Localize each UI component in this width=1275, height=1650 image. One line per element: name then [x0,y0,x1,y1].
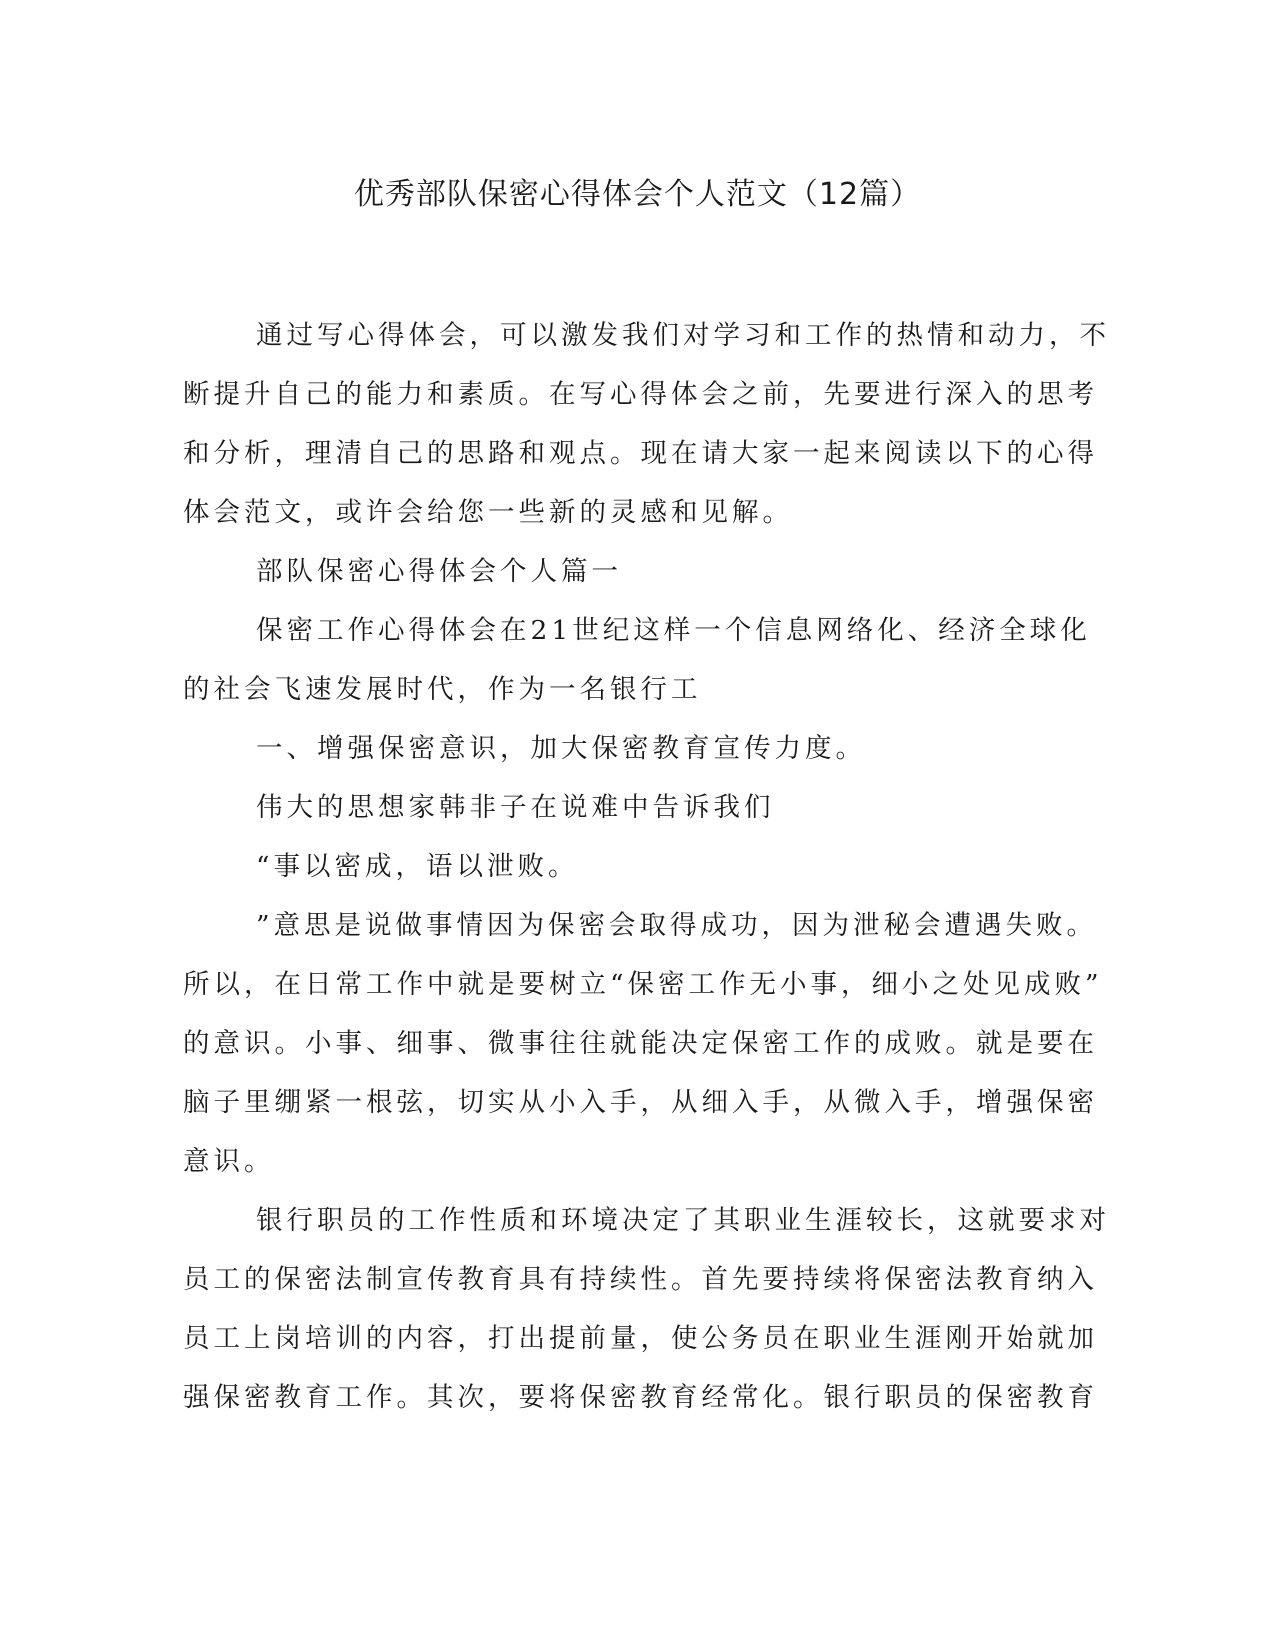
paragraph-line: “事以密成，语以泄败。 [256,851,579,882]
paragraph-line: 的社会飞速发展时代，作为一名银行工 [183,674,702,705]
paragraph-line: 所以，在日常工作中就是要树立“保密工作无小事，细小之处见成败” [183,969,1103,1000]
paragraph-line: 银行职员的工作性质和环境决定了其职业生涯较长，这就要求对 [256,1205,1110,1236]
paragraph-line: 的意识。小事、细事、微事往往就能决定保密工作的成败。就是要在 [183,1028,1098,1059]
paragraph-line: 断提升自己的能力和素质。在写心得体会之前，先要进行深入的思考 [183,379,1098,410]
paragraph-line: 体会范文，或许会给您一些新的灵感和见解。 [183,497,793,528]
paragraph-line: 强保密教育工作。其次，要将保密教育经常化。银行职员的保密教育 [183,1382,1098,1413]
paragraph-line: 保密工作心得体会在21世纪这样一个信息网络化、经济全球化 [256,615,1091,646]
paragraph-line: 员工上岗培训的内容，打出提前量，使公务员在职业生涯刚开始就加 [183,1323,1098,1354]
paragraph-line: 和分析，理清自己的思路和观点。现在请大家一起来阅读以下的心得 [183,438,1098,469]
subheading: 一、增强保密意识，加大保密教育宣传力度。 [256,733,866,764]
section-heading: 部队保密心得体会个人篇一 [256,556,622,587]
paragraph-line: 脑子里绷紧一根弦，切实从小入手，从细入手，从微入手，增强保密 [183,1087,1098,1118]
paragraph-line: ”意思是说做事情因为保密会取得成功，因为泄秘会遭遇失败。 [256,910,1098,941]
paragraph-line: 意识。 [183,1146,275,1177]
paragraph-line: 员工的保密法制宣传教育具有持续性。首先要持续将保密法教育纳入 [183,1264,1098,1295]
document-title: 优秀部队保密心得体会个人范文（12篇） [353,177,922,212]
paragraph-line: 伟大的思想家韩非子在说难中告诉我们 [256,792,775,823]
paragraph-line: 通过写心得体会，可以激发我们对学习和工作的热情和动力，不 [256,320,1110,351]
